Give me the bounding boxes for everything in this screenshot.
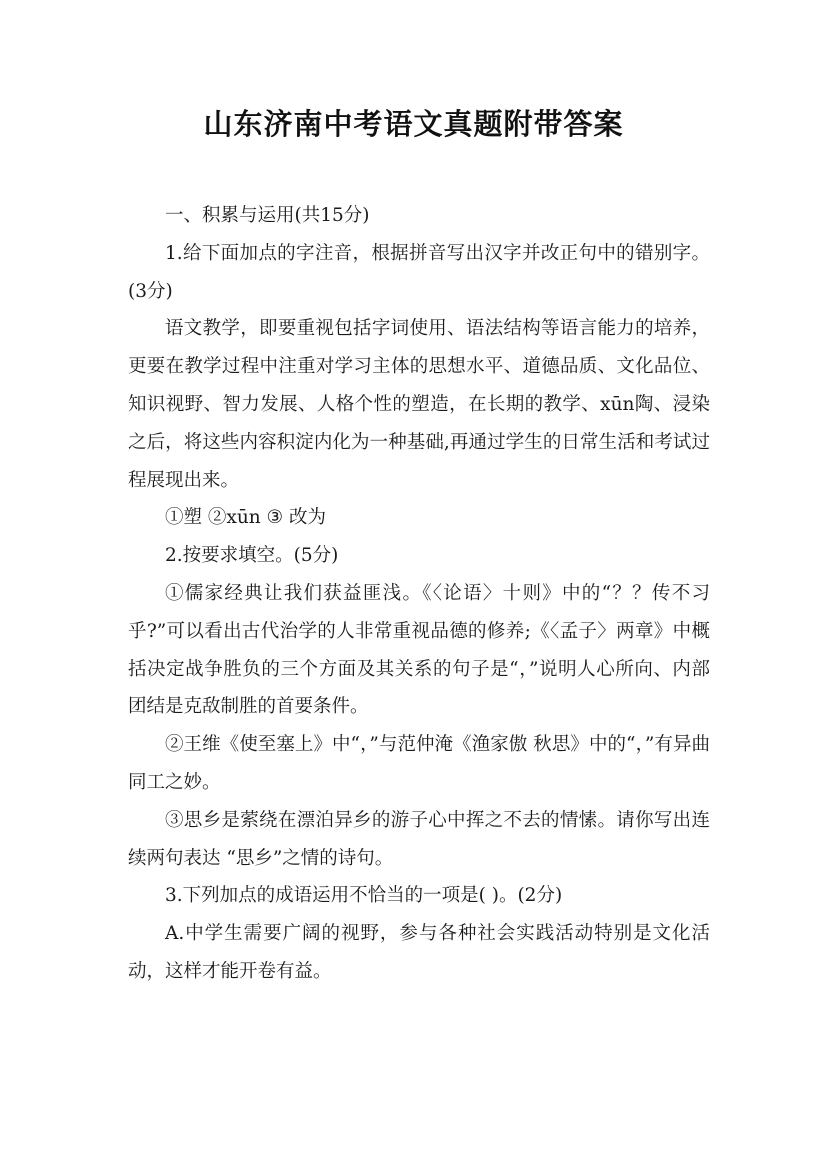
question-1: 1.给下面加点的字注音，根据拼音写出汉字并改正句中的错别字。(3分) [128, 242, 710, 302]
question-2: 2.按要求填空。(5分) [165, 545, 339, 567]
question-3-option-a: A.中学生需要广阔的视野，参与各种社会实践活动特别是文化活动，这样才能开卷有益。 [128, 923, 710, 982]
question-2-part-3: ③思乡是萦绕在漂泊异乡的游子心中挥之不去的情愫。请你写出连续两句表达 “思乡”之情的诗句。 [128, 809, 710, 869]
question-2-part-1: ①儒家经典让我们获益匪浅。《〈论语〉十则》中的“？？传不习乎?”可以看出古代治学的人非常重视品德的修养;《〈孟子〉两章》中概括决定战争胜负的三个方面及其关系的句子是“，”说明人心所向、内部团结是克敌制胜的首要条件。 [128, 582, 710, 718]
question-3: 3.下列加点的成语运用不恰当的一项是( )。(2分) [165, 885, 563, 907]
document-title: 山东济南中考语文真题附带答案 [203, 107, 624, 141]
question-1-passage: 语文教学，即要重视包括字词使用、语法结构等语言能力的培养，更要在教学过程中注重对学习主体的思想水平、道德品质、文化品位、知识视野、智力发展、人格个性的塑造，在长期的教学、xūn陶、浸染之后，将这些内容积淀内化为一种基础,再通过学生的日常生活和考试过程展现出来。 [128, 318, 710, 491]
question-2-part-2: ②王维《使至塞上》中“，”与范仲淹《渔家傲 秋思》中的“，”有异曲同工之妙。 [128, 734, 710, 793]
question-1-answers: ①塑 ②xūn ③ 改为 [165, 507, 326, 529]
document-body [128, 197, 710, 991]
section-heading: 一、积累与运用(共15分) [165, 205, 370, 226]
